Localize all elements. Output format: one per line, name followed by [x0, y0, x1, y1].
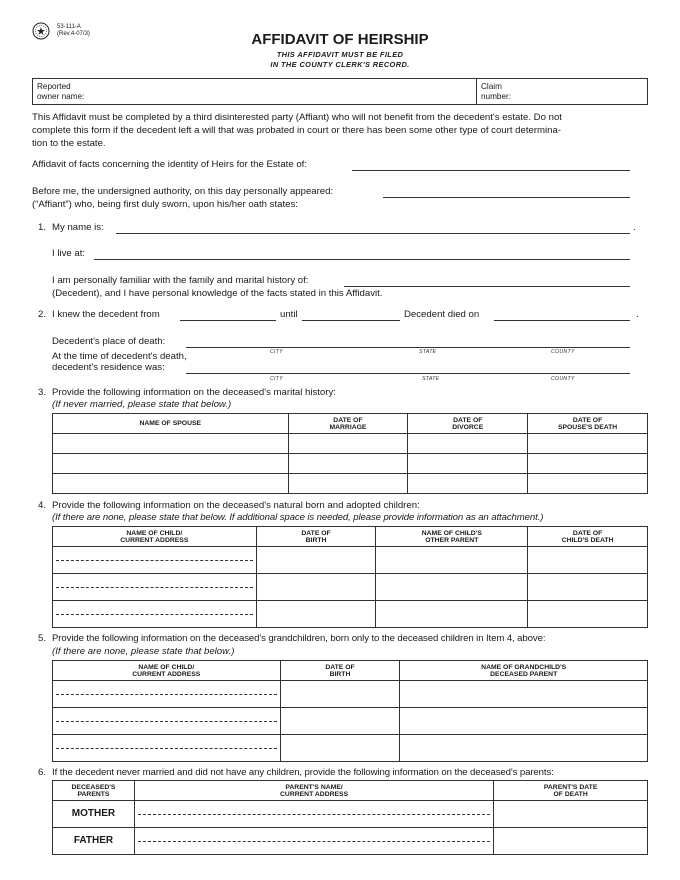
- spouse-name-cell[interactable]: [53, 434, 289, 454]
- parents-table: [52, 780, 648, 855]
- table-header: NAME OF SPOUSE: [53, 414, 289, 434]
- child-other-parent-cell[interactable]: [376, 601, 528, 628]
- divorce-date-cell[interactable]: [408, 454, 528, 474]
- grandchild-name-address-cell[interactable]: [53, 735, 281, 762]
- grandchild-birth-date-cell[interactable]: [280, 708, 400, 735]
- table-row: [53, 474, 648, 494]
- marriage-date-cell[interactable]: [288, 434, 408, 454]
- item-4-number: 4.: [38, 500, 47, 511]
- spouse-death-date-cell[interactable]: [528, 474, 648, 494]
- spouse-name-cell[interactable]: [53, 474, 289, 494]
- residence-label-1: At the time of decedent's death,: [52, 351, 187, 362]
- form-number: 53-111-A: [57, 24, 81, 30]
- grandchild-birth-date-cell[interactable]: [280, 681, 400, 708]
- grandchildren-table: [52, 660, 648, 762]
- child-birth-date-cell[interactable]: [256, 574, 376, 601]
- owner-label-2: owner name:: [37, 92, 85, 101]
- table-header: PARENT'S DATE OF DEATH: [494, 781, 648, 801]
- my-name-period: .: [633, 222, 636, 233]
- grandchild-name-address-cell[interactable]: [53, 708, 281, 735]
- grandchild-birth-date-cell[interactable]: [280, 735, 400, 762]
- spouse-death-date-cell[interactable]: [528, 434, 648, 454]
- father-death-date-cell[interactable]: [494, 828, 648, 855]
- child-name-address-cell[interactable]: [53, 574, 257, 601]
- table-header: NAME OF CHILD'S OTHER PARENT: [376, 527, 528, 547]
- item-2-number: 2.: [38, 309, 47, 320]
- form-title: AFFIDAVIT OF HEIRSHIP: [251, 31, 429, 48]
- table-header: NAME OF GRANDCHILD'S DECEASED PARENT: [400, 661, 648, 681]
- estate-label: Affidavit of facts concerning the identity of Heirs for the Estate of:: [32, 159, 307, 170]
- form-subtitle-1: THIS AFFIDAVIT MUST BE FILED: [276, 50, 404, 59]
- death-city-caption: CITY: [270, 349, 284, 355]
- death-county-caption: COUNTY: [551, 349, 575, 355]
- form-revision: (Rev.4-07/3): [57, 31, 90, 37]
- my-name-input[interactable]: [116, 233, 630, 234]
- table-row: [53, 574, 648, 601]
- table-header: NAME OF CHILD/ CURRENT ADDRESS: [53, 527, 257, 547]
- children-table: [52, 526, 648, 628]
- my-name-label: My name is:: [52, 222, 104, 233]
- affiant-oath-text: (“Affiant”) who, being first duly sworn, upon his/her oath states:: [32, 199, 298, 210]
- table-row: [53, 801, 648, 828]
- table-header: DATE OF CHILD'S DEATH: [528, 527, 648, 547]
- table-header: DECEASED'S PARENTS: [53, 781, 135, 801]
- residence-input[interactable]: [186, 373, 630, 374]
- mother-name-address-cell[interactable]: [134, 801, 493, 828]
- estate-name-input[interactable]: [352, 170, 630, 171]
- table-row: [53, 681, 648, 708]
- item-4-label: Provide the following information on the deceased's natural born and adopted children:: [52, 500, 420, 511]
- grandchild-name-address-cell[interactable]: [53, 681, 281, 708]
- item-6-label: If the decedent never married and did not have any children, provide the following information on the deceased's parents:: [52, 767, 554, 778]
- place-of-death-label: Decedent's place of death:: [52, 336, 166, 347]
- affiant-name-input[interactable]: [383, 197, 630, 198]
- table-row: [53, 547, 648, 574]
- child-birth-date-cell[interactable]: [256, 547, 376, 574]
- claim-label-1: Claim: [481, 82, 502, 91]
- decedent-name-input[interactable]: [344, 286, 630, 287]
- table-row: [53, 735, 648, 762]
- item-3-label: Provide the following information on the deceased's marital history:: [52, 387, 336, 398]
- item-3-note: (If never married, please state that below.): [52, 399, 232, 410]
- died-on-label: Decedent died on: [404, 309, 480, 320]
- spouse-name-cell[interactable]: [53, 454, 289, 474]
- claim-number-field[interactable]: [477, 79, 647, 104]
- item-1-number: 1.: [38, 222, 47, 233]
- owner-name-field[interactable]: [33, 79, 477, 104]
- until-label: until: [280, 309, 298, 320]
- item-3-number: 3.: [38, 387, 47, 398]
- divorce-date-cell[interactable]: [408, 474, 528, 494]
- marriage-date-cell[interactable]: [288, 454, 408, 474]
- intro-line-2: complete this form if the decedent left a will that was probated in court or there has been some other type of court determina-: [32, 125, 562, 136]
- mother-row-label: MOTHER: [53, 801, 135, 828]
- item-4-note: (If there are none, please state that below. If additional space is needed, please provide information as an attachment.): [52, 512, 544, 523]
- divorce-date-cell[interactable]: [408, 434, 528, 454]
- residence-state-caption: STATE: [422, 376, 440, 382]
- intro-line-3: tion to the estate.: [32, 138, 106, 149]
- child-other-parent-cell[interactable]: [376, 574, 528, 601]
- child-name-address-cell[interactable]: [53, 547, 257, 574]
- father-row-label: FATHER: [53, 828, 135, 855]
- table-header: DATE OF BIRTH: [280, 661, 400, 681]
- grandchild-deceased-parent-cell[interactable]: [400, 681, 648, 708]
- mother-death-date-cell[interactable]: [494, 801, 648, 828]
- table-header: DATE OF DIVORCE: [408, 414, 528, 434]
- father-name-address-cell[interactable]: [134, 828, 493, 855]
- table-row: [53, 828, 648, 855]
- marital-history-table: [52, 413, 648, 494]
- table-row: [53, 708, 648, 735]
- table-header: NAME OF CHILD/ CURRENT ADDRESS: [53, 661, 281, 681]
- intro-line-1: This Affidavit must be completed by a third disinterested party (Affiant) who will not benefit from the decedent's estate. Do not: [32, 112, 562, 123]
- residence-label-2: decedent's residence was:: [52, 362, 165, 373]
- child-death-date-cell[interactable]: [528, 547, 648, 574]
- grandchild-deceased-parent-cell[interactable]: [400, 735, 648, 762]
- knew-from-label: I knew the decedent from: [52, 309, 160, 320]
- item-5-number: 5.: [38, 633, 47, 644]
- item-5-note: (If there are none, please state that below.): [52, 646, 235, 657]
- claim-label-2: number:: [481, 92, 512, 101]
- died-on-period: .: [636, 309, 639, 320]
- child-other-parent-cell[interactable]: [376, 547, 528, 574]
- grandchild-deceased-parent-cell[interactable]: [400, 708, 648, 735]
- live-at-input[interactable]: [94, 259, 630, 260]
- owner-claim-box: [32, 78, 648, 105]
- death-state-caption: STATE: [419, 349, 437, 355]
- died-on-input[interactable]: [494, 320, 630, 321]
- table-header: DATE OF MARRIAGE: [288, 414, 408, 434]
- residence-county-caption: COUNTY: [551, 376, 575, 382]
- item-6-number: 6.: [38, 767, 47, 778]
- table-header: PARENT'S NAME/ CURRENT ADDRESS: [134, 781, 493, 801]
- child-death-date-cell[interactable]: [528, 574, 648, 601]
- table-row: [53, 601, 648, 628]
- live-at-label: I live at:: [52, 248, 86, 259]
- familiar-line-2: (Decedent), and I have personal knowledge of the facts stated in this Affidavit.: [52, 288, 383, 299]
- table-row: [53, 454, 648, 474]
- table-header: DATE OF BIRTH: [256, 527, 376, 547]
- child-birth-date-cell[interactable]: [256, 601, 376, 628]
- familiar-label: I am personally familiar with the family and marital history of:: [52, 275, 309, 286]
- knew-from-input[interactable]: [180, 320, 276, 321]
- child-name-address-cell[interactable]: [53, 601, 257, 628]
- form-subtitle-2: IN THE COUNTY CLERK'S RECORD.: [270, 60, 410, 69]
- item-5-label: Provide the following information on the deceased's grandchildren, born only to the deceased children in Item 4, above:: [52, 633, 546, 644]
- before-me-label: Before me, the undersigned authority, on this day personally appeared:: [32, 186, 334, 197]
- child-death-date-cell[interactable]: [528, 601, 648, 628]
- spouse-death-date-cell[interactable]: [528, 454, 648, 474]
- marriage-date-cell[interactable]: [288, 474, 408, 494]
- knew-until-input[interactable]: [302, 320, 400, 321]
- owner-label-1: Reported: [37, 82, 71, 91]
- table-header: DATE OF SPOUSE'S DEATH: [528, 414, 648, 434]
- residence-city-caption: CITY: [270, 376, 284, 382]
- table-row: [53, 434, 648, 454]
- place-of-death-input[interactable]: [186, 347, 630, 348]
